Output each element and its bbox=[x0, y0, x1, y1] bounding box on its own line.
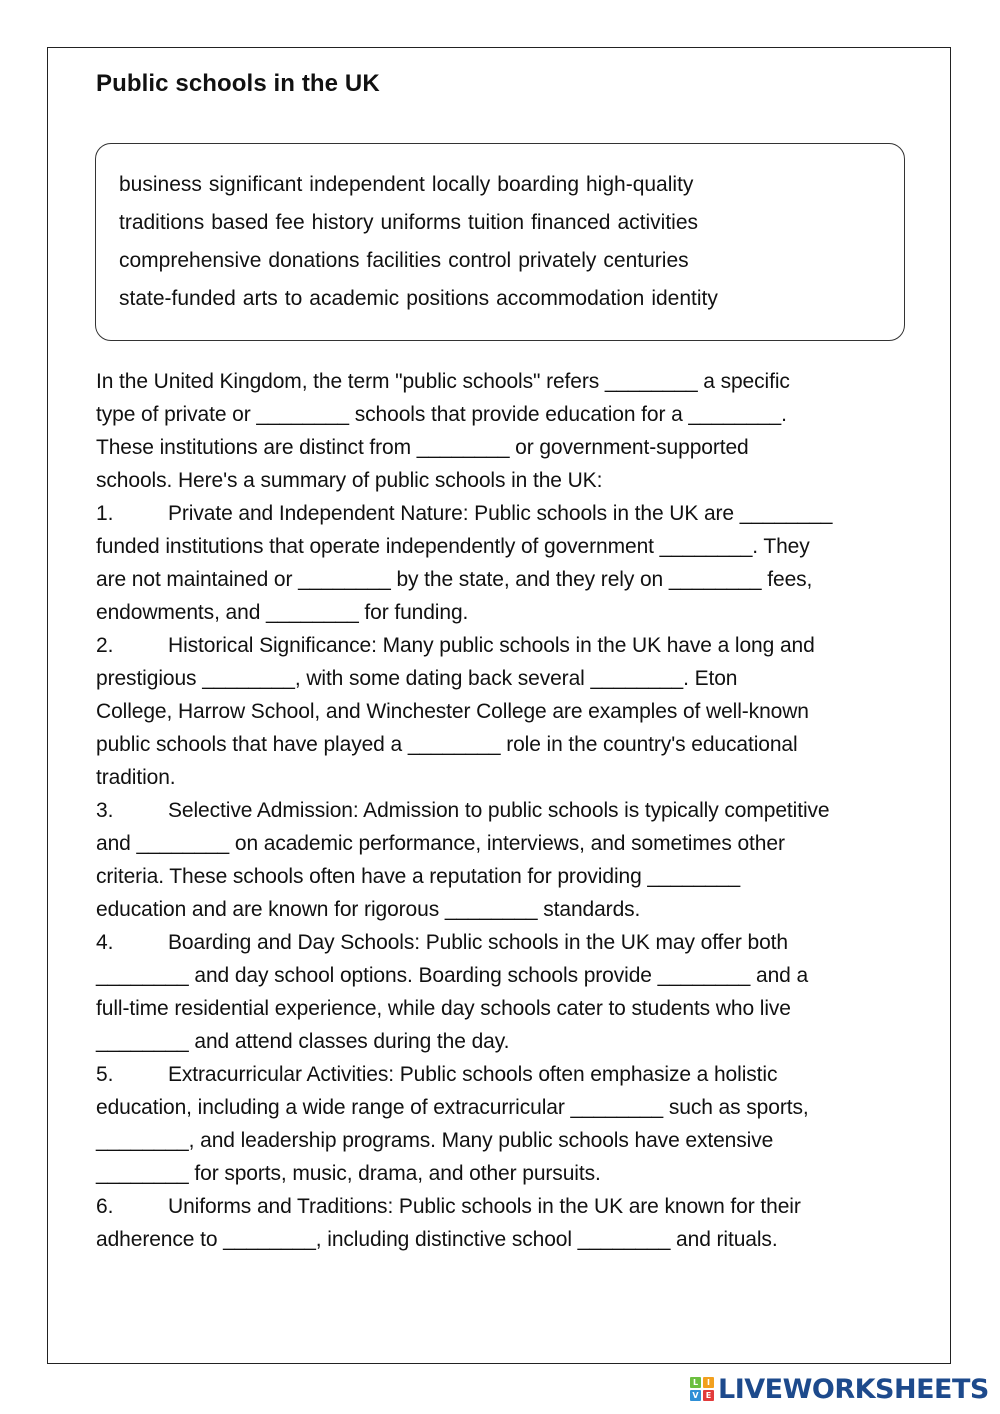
text-segment: These institutions are distinct from bbox=[96, 436, 417, 459]
text-segment: for funding. bbox=[358, 601, 469, 624]
text-line bbox=[96, 464, 926, 497]
fill-in-blank[interactable]: ________ bbox=[96, 1030, 189, 1053]
text-line bbox=[96, 431, 926, 464]
text-line bbox=[96, 497, 926, 530]
word-bank-word[interactable]: significant bbox=[208, 173, 303, 196]
word-bank-word[interactable]: uniforms bbox=[380, 211, 462, 234]
text-line bbox=[96, 893, 926, 926]
text-line bbox=[96, 695, 926, 728]
text-segment: and a bbox=[750, 964, 809, 987]
fill-in-blank[interactable]: ________ bbox=[739, 502, 833, 525]
text-segment: . They bbox=[752, 535, 810, 558]
text-segment: a specific bbox=[697, 370, 790, 393]
text-line bbox=[96, 629, 926, 662]
fill-in-blank[interactable]: ________ bbox=[223, 1228, 316, 1251]
text-segment: College, Harrow School, and Winchester College are examples of well-known bbox=[96, 700, 809, 723]
text-segment: tradition. bbox=[96, 766, 176, 789]
text-segment: funded institutions that operate independently of government bbox=[96, 535, 660, 558]
logo-block: L bbox=[690, 1377, 701, 1388]
text-segment: adherence to bbox=[96, 1228, 224, 1251]
text-segment: standards. bbox=[537, 898, 641, 921]
word-bank-word[interactable]: state-funded bbox=[119, 287, 236, 310]
text-line bbox=[96, 563, 926, 596]
text-segment: , with some dating back several bbox=[294, 667, 591, 690]
fill-in-blank[interactable]: ________ bbox=[688, 403, 782, 426]
text-segment: on academic performance, interviews, and sometimes other bbox=[229, 832, 785, 855]
text-line bbox=[96, 827, 926, 860]
text-line bbox=[96, 596, 926, 629]
logo-block: E bbox=[703, 1390, 714, 1401]
text-line bbox=[96, 365, 926, 398]
word-bank-line bbox=[119, 242, 904, 280]
word-bank-word[interactable]: control bbox=[448, 249, 512, 272]
fill-in-blank[interactable]: ________ bbox=[407, 733, 501, 756]
text-line bbox=[96, 860, 926, 893]
logo-text: LIVEWORKSHEETS bbox=[718, 1373, 989, 1405]
word-bank-lines bbox=[119, 166, 904, 318]
text-line bbox=[96, 959, 926, 992]
word-bank-word[interactable]: positions bbox=[406, 287, 490, 310]
text-segment: education and are known for rigorous bbox=[96, 898, 445, 921]
text-segment: role in the country's educational bbox=[500, 733, 798, 756]
live-blocks-icon bbox=[690, 1377, 714, 1401]
word-bank-word[interactable]: comprehensive bbox=[119, 249, 262, 272]
word-bank-word[interactable]: arts bbox=[242, 287, 278, 310]
word-bank-word[interactable]: business bbox=[119, 173, 202, 196]
text-segment: Boarding and Day Schools: Public schools in the UK may offer both bbox=[168, 931, 788, 954]
text-segment: . bbox=[781, 403, 787, 426]
word-bank-line bbox=[119, 166, 904, 204]
text-segment: endowments, and bbox=[96, 601, 267, 624]
fill-in-blank[interactable]: ________ bbox=[96, 964, 189, 987]
fill-in-blank[interactable]: ________ bbox=[577, 1228, 671, 1251]
word-bank-word[interactable]: locally bbox=[431, 173, 491, 196]
word-bank-word[interactable]: donations bbox=[268, 249, 360, 272]
text-segment: In the United Kingdom, the term "public schools" refers bbox=[96, 370, 605, 393]
word-bank-word[interactable]: traditions bbox=[119, 211, 205, 234]
word-bank-word[interactable]: independent bbox=[309, 173, 425, 196]
word-bank-word[interactable]: based bbox=[211, 211, 269, 234]
fill-in-blank[interactable]: ________ bbox=[659, 535, 753, 558]
text-segment: such as sports, bbox=[663, 1096, 809, 1119]
text-segment: . Eton bbox=[683, 667, 738, 690]
text-line bbox=[96, 794, 926, 827]
fill-in-blank[interactable]: ________ bbox=[136, 832, 230, 855]
text-line bbox=[96, 1190, 926, 1223]
text-segment: by the state, and they rely on bbox=[390, 568, 669, 591]
text-segment: Uniforms and Traditions: Public schools in the UK are known for their bbox=[168, 1195, 801, 1218]
fill-in-blank[interactable]: ________ bbox=[590, 667, 684, 690]
fill-in-blank[interactable]: ________ bbox=[604, 370, 698, 393]
text-segment: Extracurricular Activities: Public schools often emphasize a holistic bbox=[168, 1063, 778, 1086]
text-segment: prestigious bbox=[96, 667, 203, 690]
numbered-section bbox=[96, 1190, 926, 1256]
text-line bbox=[96, 1058, 926, 1091]
text-segment: public schools that have played a bbox=[96, 733, 408, 756]
fill-in-blank[interactable]: ________ bbox=[266, 601, 359, 624]
section-number: 3. bbox=[96, 799, 114, 822]
page-title: Public schools in the UK bbox=[96, 70, 380, 97]
text-line bbox=[96, 1091, 926, 1124]
text-segment: or government-supported bbox=[509, 436, 749, 459]
text-line bbox=[96, 1157, 926, 1190]
numbered-section bbox=[96, 926, 926, 1058]
fill-in-blank[interactable]: ________ bbox=[444, 898, 538, 921]
fill-in-blank[interactable]: ________ bbox=[647, 865, 741, 888]
text-line bbox=[96, 530, 926, 563]
section-number: 1. bbox=[96, 502, 114, 525]
text-segment: and bbox=[96, 832, 137, 855]
worksheet-body bbox=[96, 365, 926, 1256]
text-line bbox=[96, 926, 926, 959]
text-segment: for sports, music, drama, and other pursuits. bbox=[188, 1162, 601, 1185]
word-bank-word[interactable]: privately bbox=[518, 249, 597, 272]
intro-paragraph bbox=[96, 365, 926, 497]
fill-in-blank[interactable]: ________ bbox=[202, 667, 295, 690]
text-line bbox=[96, 1124, 926, 1157]
fill-in-blank[interactable]: ________ bbox=[657, 964, 751, 987]
fill-in-blank[interactable]: ________ bbox=[96, 1162, 189, 1185]
fill-in-blank[interactable]: ________ bbox=[570, 1096, 664, 1119]
fill-in-blank[interactable]: ________ bbox=[298, 568, 391, 591]
word-bank-word[interactable]: identity bbox=[651, 287, 718, 310]
text-segment: Historical Significance: Many public schools in the UK have a long and bbox=[168, 634, 815, 657]
word-bank-word[interactable]: facilities bbox=[366, 249, 442, 272]
text-segment: type of private or bbox=[96, 403, 257, 426]
fill-in-blank[interactable]: ________ bbox=[96, 1129, 189, 1152]
text-segment: , including distinctive school bbox=[315, 1228, 578, 1251]
word-bank-word[interactable]: history bbox=[311, 211, 374, 234]
text-line bbox=[96, 662, 926, 695]
liveworksheets-logo[interactable] bbox=[690, 1373, 989, 1405]
text-segment: and attend classes during the day. bbox=[188, 1030, 510, 1053]
text-segment: , and leadership programs. Many public schools have extensive bbox=[188, 1129, 774, 1152]
word-bank-word[interactable]: fee bbox=[275, 211, 305, 234]
word-bank-word[interactable]: financed bbox=[531, 211, 611, 234]
text-line bbox=[96, 992, 926, 1025]
word-bank-word[interactable]: boarding bbox=[497, 173, 579, 196]
section-number: 2. bbox=[96, 634, 114, 657]
logo-block: V bbox=[690, 1390, 701, 1401]
text-segment: Private and Independent Nature: Public schools in the UK are bbox=[168, 502, 740, 525]
section-number: 6. bbox=[96, 1195, 114, 1218]
text-line bbox=[96, 761, 926, 794]
word-bank-word[interactable]: to bbox=[284, 287, 303, 310]
numbered-section bbox=[96, 497, 926, 629]
numbered-section bbox=[96, 1058, 926, 1190]
text-line bbox=[96, 398, 926, 431]
text-line bbox=[96, 728, 926, 761]
numbered-section bbox=[96, 794, 926, 926]
text-segment: are not maintained or bbox=[96, 568, 299, 591]
text-segment: Selective Admission: Admission to public schools is typically competitive bbox=[168, 799, 830, 822]
numbered-sections bbox=[96, 497, 926, 1256]
text-segment: and rituals. bbox=[670, 1228, 778, 1251]
text-segment: fees, bbox=[761, 568, 813, 591]
text-segment: and day school options. Boarding schools provide bbox=[188, 964, 658, 987]
text-line bbox=[96, 1025, 926, 1058]
fill-in-blank[interactable]: ________ bbox=[668, 568, 762, 591]
numbered-section bbox=[96, 629, 926, 794]
text-line bbox=[96, 1223, 926, 1256]
word-bank-word[interactable]: centuries bbox=[603, 249, 689, 272]
word-bank-word[interactable]: tuition bbox=[468, 211, 525, 234]
word-bank-box bbox=[95, 143, 905, 341]
word-bank-word[interactable]: activities bbox=[617, 211, 699, 234]
fill-in-blank[interactable]: ________ bbox=[416, 436, 510, 459]
section-number: 4. bbox=[96, 931, 114, 954]
text-segment: criteria. These schools often have a reputation for providing bbox=[96, 865, 648, 888]
word-bank-line bbox=[119, 204, 904, 242]
text-segment: schools. Here's a summary of public schools in the UK: bbox=[96, 469, 603, 492]
word-bank-word[interactable]: accommodation bbox=[496, 287, 645, 310]
word-bank-line bbox=[119, 280, 904, 318]
fill-in-blank[interactable]: ________ bbox=[256, 403, 349, 426]
word-bank-word[interactable]: high-quality bbox=[586, 173, 694, 196]
logo-block: I bbox=[703, 1377, 714, 1388]
text-segment: schools that provide education for a bbox=[349, 403, 689, 426]
text-segment: full-time residential experience, while day schools cater to students who live bbox=[96, 997, 791, 1020]
section-number: 5. bbox=[96, 1063, 114, 1086]
word-bank-word[interactable]: academic bbox=[309, 287, 400, 310]
text-segment: education, including a wide range of extracurricular bbox=[96, 1096, 571, 1119]
